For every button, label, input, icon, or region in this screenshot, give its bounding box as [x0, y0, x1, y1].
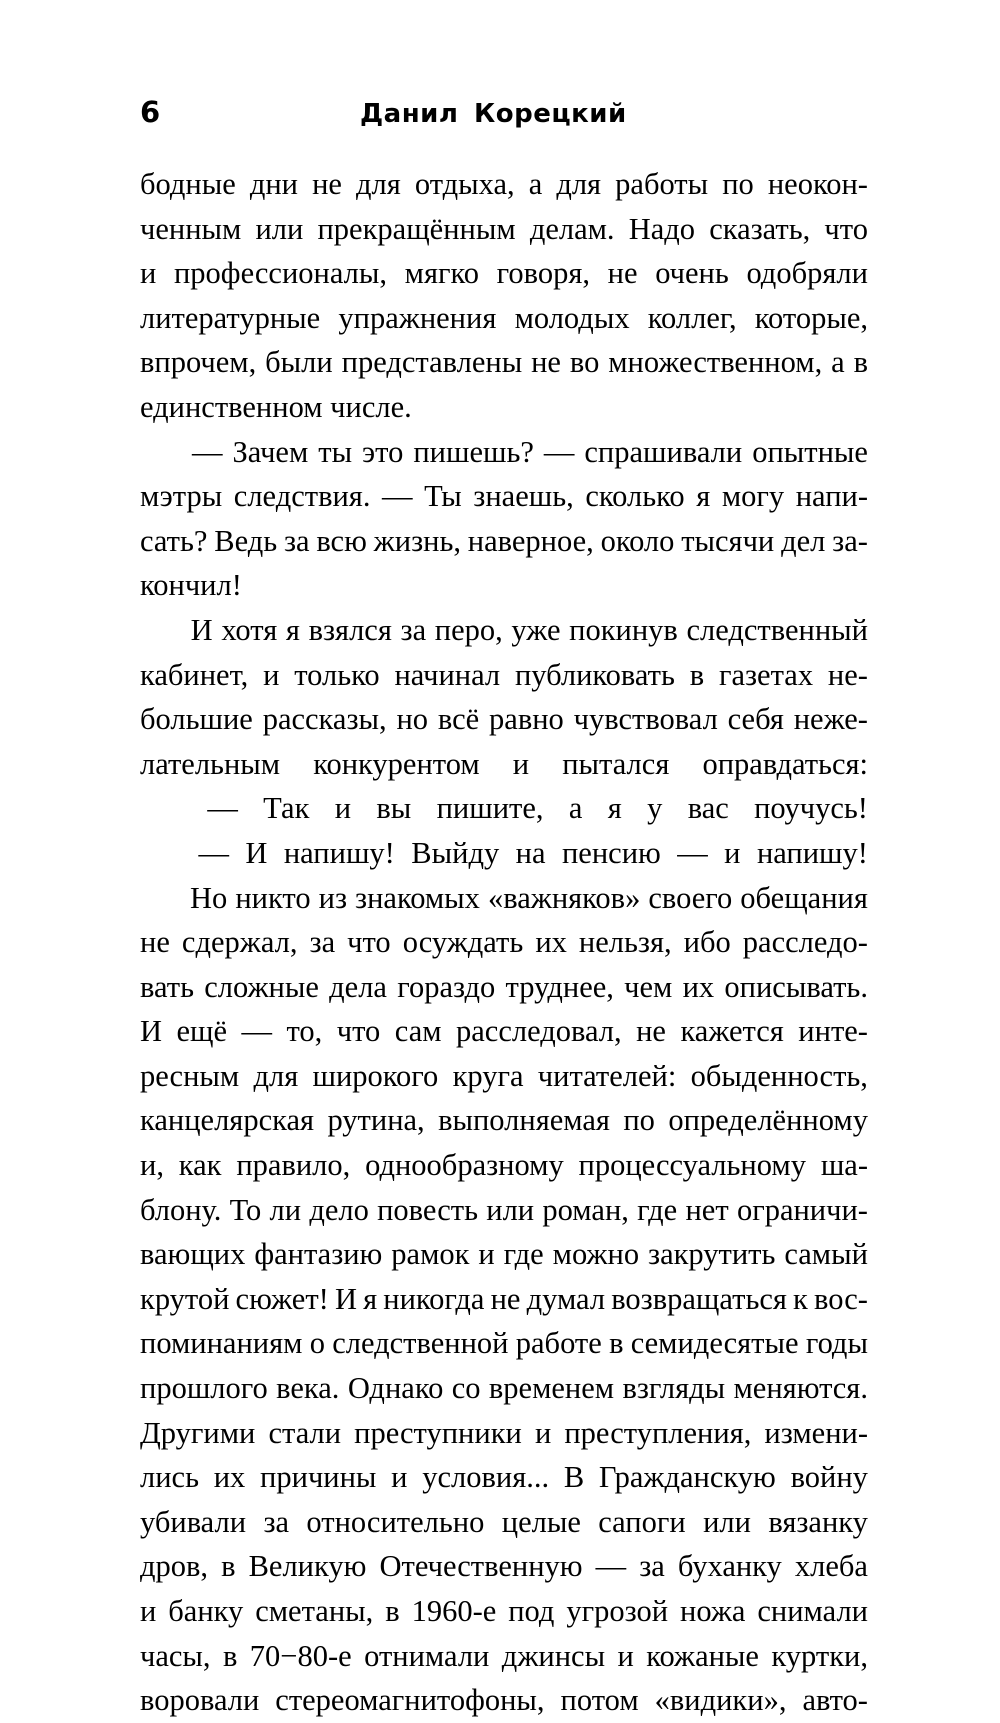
- paragraph-indent: [140, 831, 182, 876]
- text-line: ресным для широкого круга читателей: обыденность,: [140, 1058, 868, 1093]
- paragraph-indent: [140, 786, 182, 831]
- text-line: и профессионалы, мягко говоря, не очень одобряли: [140, 256, 868, 291]
- text-line: прошлого века. Однако со временем взгляды меняются.: [140, 1371, 868, 1406]
- text-line: И хотя я взялся за перо, уже покинув следственный: [140, 608, 868, 653]
- text-line: ченным или прекращённым делам. Надо сказать, что: [140, 211, 868, 246]
- text-line: вающих фантазию рамок и где можно закрутить самый: [140, 1237, 868, 1272]
- text-line: не сдержал, за что осуждать их нельзя, ибо расследо-: [140, 925, 868, 960]
- running-title: Данил Корецкий: [360, 99, 627, 129]
- text-line: и, как правило, однообразному процессуальному ша-: [140, 1148, 868, 1183]
- text-line: часы, в 70−80-е отнимали джинсы и кожаные куртки,: [140, 1638, 868, 1673]
- text-line: впрочем, были представлены не во множественном, а в: [140, 345, 868, 380]
- text-line: единственном числе.: [140, 389, 412, 424]
- text-line: мэтры следствия. — Ты знаешь, сколько я могу напи-: [140, 479, 868, 514]
- text-line: кончил!: [140, 568, 242, 603]
- paragraph-indent: [140, 430, 182, 475]
- text-line: поминаниям о следственной работе в семидесятые годы: [140, 1326, 868, 1361]
- text-line: дров, в Великую Отечественную — за буханку хлеба: [140, 1549, 868, 1584]
- text-line: блону. То ли дело повесть или роман, где нет ограничи-: [140, 1192, 868, 1227]
- text-line: канцелярская рутина, выполняемая по определённому: [140, 1103, 868, 1138]
- text-line: И ещё — то, что сам расследовал, не кажется инте-: [140, 1014, 868, 1049]
- page-number: 6: [140, 95, 161, 129]
- text-line: — Так и вы пишите, а я у вас поучусь!: [140, 786, 868, 831]
- paragraph-indent: [140, 876, 182, 921]
- paragraph-indent: [140, 608, 182, 653]
- page-body: [140, 162, 868, 1723]
- text-line: бодные дни не для отдыха, а для работы по неокон-: [140, 167, 868, 201]
- text-line: — Зачем ты это пишешь? — спрашивали опытные: [140, 430, 868, 475]
- text-line: кабинет, и только начинал публиковать в газетах не-: [140, 657, 868, 692]
- page-header: [140, 95, 860, 138]
- text-line: большие рассказы, но всё равно чувствовал себя неже-: [140, 702, 868, 737]
- text-line: воровали стереомагнитофоны, потом «видики», авто-: [140, 1683, 868, 1718]
- text-line: литературные упражнения молодых коллег, которые,: [140, 300, 868, 335]
- text-line: — И напишу! Выйду на пенсию — и напишу!: [140, 831, 868, 876]
- text-line: лательным конкурентом и пытался оправдаться:: [140, 746, 868, 781]
- text-line: сать? Ведь за всю жизнь, наверное, около тысячи дел за-: [140, 523, 868, 558]
- text-line: вать сложные дела гораздо труднее, чем их описывать.: [140, 969, 868, 1004]
- text-line: и банку сметаны, в 1960-е под угрозой ножа снимали: [140, 1594, 868, 1628]
- text-line: лись их причины и условия... В Гражданскую войну: [140, 1460, 868, 1495]
- text-line: убивали за относительно целые сапоги или вязанку: [140, 1504, 868, 1539]
- text-line: крутой сюжет! И я никогда не думал возвращаться к вос-: [140, 1281, 868, 1316]
- text-line: Но никто из знакомых «важняков» своего обещания: [140, 876, 868, 921]
- text-line: Другими стали преступники и преступления, измени-: [140, 1415, 868, 1450]
